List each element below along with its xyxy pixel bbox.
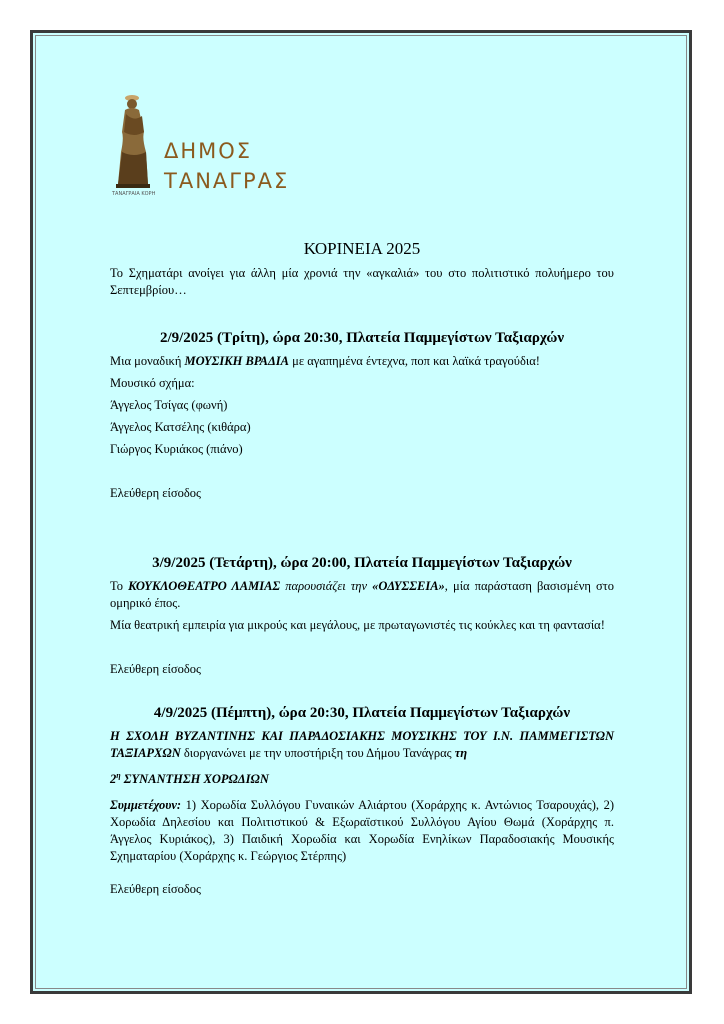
logo-line-tanagras: ΤΑΝΑΓΡΑΣ [164, 169, 290, 193]
event1-description: Μια μοναδική ΜΟΥΣΙΚΗ ΒΡΑΔΙΑ με αγαπημένα έντεχνα, ποπ και λαϊκά τραγούδια! [110, 354, 540, 368]
dimos-tanagras-logo [112, 92, 302, 202]
event2-heading: 3/9/2025 (Τετάρτη), ώρα 20:00, Πλατεία Παμμεγίστων Ταξιαρχών [152, 555, 572, 571]
event1-member: Γιώργος Κυριάκος (πιάνο) [110, 442, 243, 456]
event3-meeting-title: $2^\eta$ ΣΥΝΑΝΤΗΣΗ ΧΟΡΩΔΙΩΝ [110, 771, 269, 787]
event1-lineup-label: Μουσικό σχήμα: [110, 376, 195, 390]
page-title: ΚΟΡΙΝΕΙΑ 2025 [303, 239, 421, 258]
event3-heading: 4/9/2025 (Πέμπτη), ώρα 20:30, Πλατεία Παμμεγίστων Ταξιαρχών [153, 705, 571, 721]
event1-heading: 2/9/2025 (Τρίτη), ώρα 20:30, Πλατεία Παμμεγίστων Ταξιαρχών [159, 330, 565, 346]
event1-entry: Ελεύθερη είσοδος [110, 486, 201, 500]
event3-entry: Ελεύθερη είσοδος [110, 882, 201, 897]
logo-caption: ΤΑΝΑΓΡΑΙΑ ΚΟΡΗ [112, 191, 156, 197]
event2-entry: Ελεύθερη είσοδος [110, 662, 201, 676]
event3-participants: Συμμετέχουν: 1) Χορωδία Συλλόγου Γυναικών Αλιάρτου (Χοράρχης κ. Αντώνιος Τσαρουχάς), 2) Χορωδία Δηλεσίου και Πολιτιστικού & Εξωραϊστικού Συλλόγου Αγίου Θωμά (Χοράρχης π. Άγγελος Κυριάκος), 3) Παιδική Χορωδία και Χορωδία Ενηλίκων Παραδοσιακής Μουσικής Σχηματαρίου (Χοράρχης κ. Γεώργιος Στέρπης) [110, 798, 614, 864]
logo-line-dimos: ΔΗΜΟΣ [164, 139, 253, 163]
event2-description: Το ΚΟΥΚΛΟΘΕΑΤΡΟ ΛΑΜΙΑΣ παρουσιάζει την «ΟΔΥΣΣΕΙΑ», μία παράσταση βασισμένη στο ομηρικό έπος. [110, 579, 615, 610]
intro-text: Το Σχηματάρι ανοίγει για άλλη μία χρονιά την «αγκαλιά» του στο πολιτιστικό πολυήμερο του Σεπτεμβρίου… [110, 266, 614, 297]
event1-member: Άγγελος Τσίγας (φωνή) [110, 398, 228, 412]
event1-member: Άγγελος Κατσέλης (κιθάρα) [110, 420, 251, 434]
event2-description-2: Μία θεατρική εμπειρία για μικρούς και μεγάλους, με πρωταγωνιστές τις κούκλες και τη φαντασία! [110, 618, 605, 632]
tanagra-statue-icon [112, 92, 158, 192]
event3-organizer: Η ΣΧΟΛΗ ΒΥΖΑΝΤΙΝΗΣ ΚΑΙ ΠΑΡΑΔΟΣΙΑΚΗΣ ΜΟΥΣΙΚΗΣ ΤΟΥ Ι.Ν. ΠΑΜΜΕΓΙΣΤΩΝ ΤΑΞΙΑΡΧΩΝ διοργανώνει με την υποστήριξη του Δήμου Τανάγρας τη [110, 729, 614, 760]
document-content [110, 240, 614, 898]
